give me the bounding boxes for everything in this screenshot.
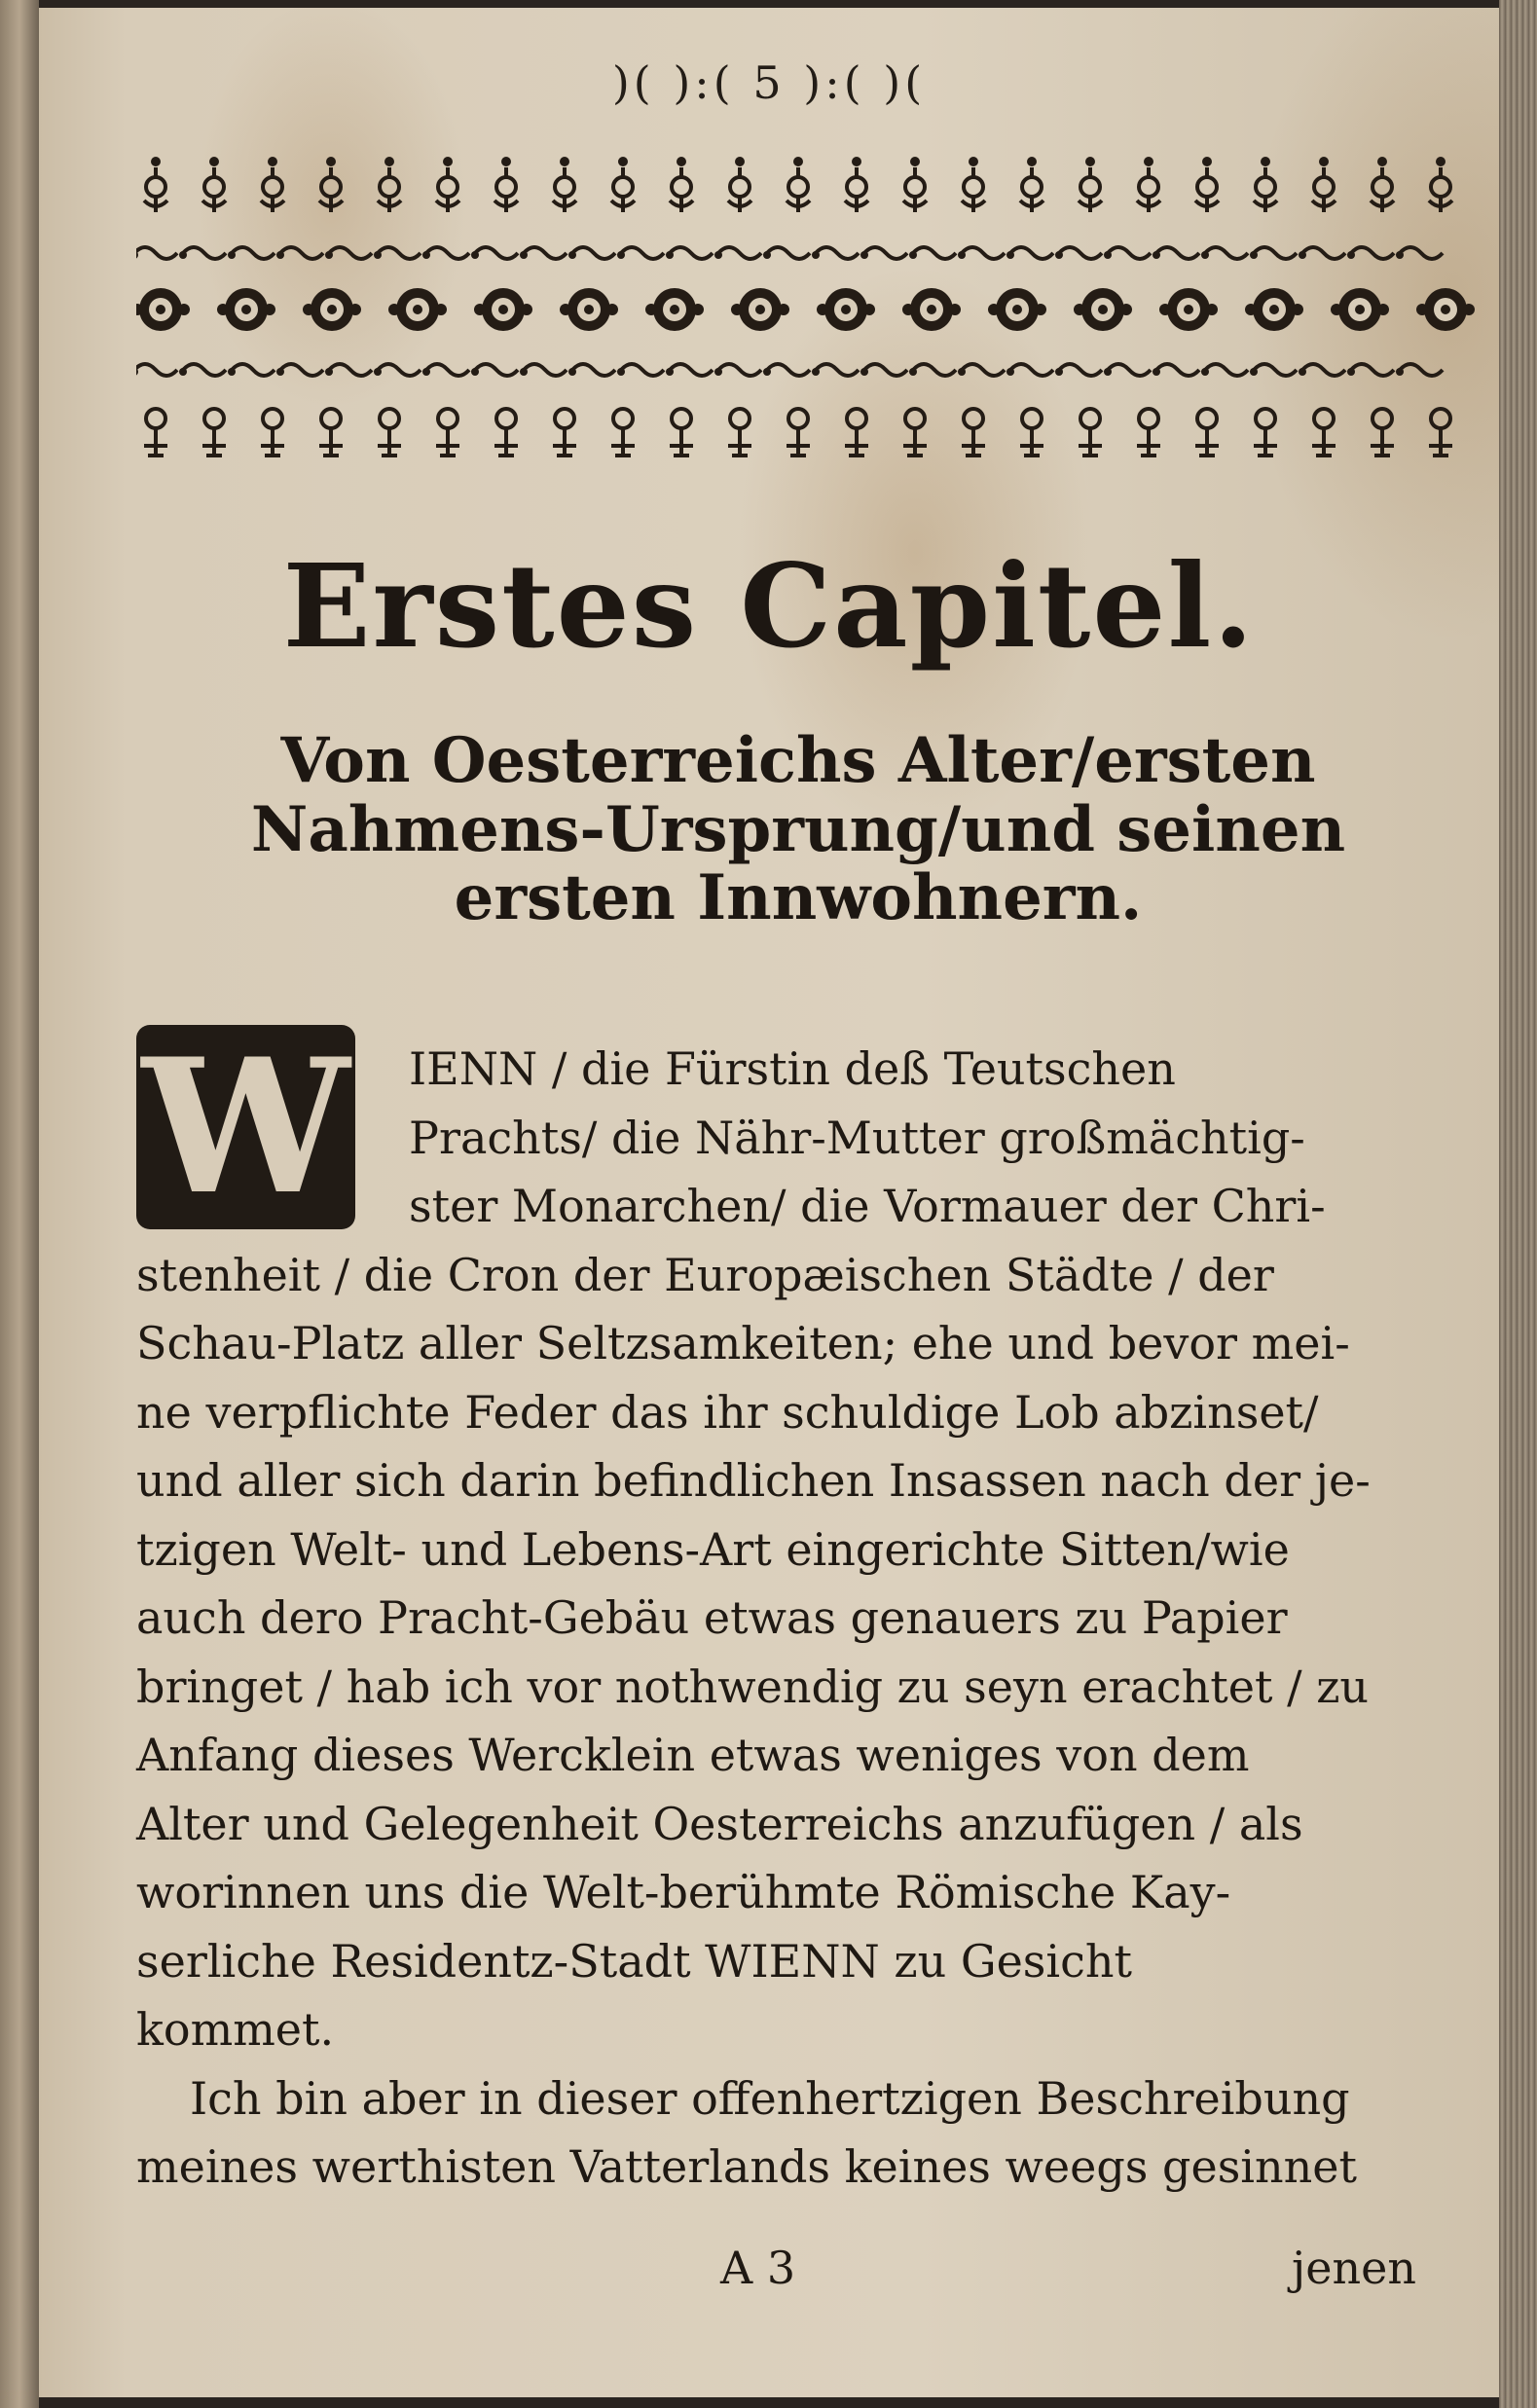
text-line: Prachts/ die Nähr-Mutter großmächtig-: [409, 1111, 1305, 1164]
signature-mark: A 3: [720, 2242, 796, 2294]
page-number-header: )( ):( 5 ):( )(: [611, 56, 927, 109]
text-line: ster Monarchen/ die Vormauer der Chri-: [409, 1180, 1326, 1232]
book-page: [39, 8, 1499, 2397]
text-line: Alter und Gelegenheit Oesterreichs anzufügen / als: [136, 1797, 1303, 1850]
text-line: auch dero Pracht-Gebäu etwas genauers zu Papier: [136, 1591, 1288, 1644]
chapter-title: Erstes Capitel.: [282, 538, 1256, 674]
text-line: tzigen Welt- und Lebens-Art eingerichte Sitten/wie: [136, 1522, 1290, 1576]
printer-ornament-band: [136, 144, 1480, 485]
text-line: worinnen uns die Welt-berühmte Römische Kay-: [136, 1866, 1231, 1918]
subtitle-line: Von Oesterreichs Alter/ersten: [280, 724, 1316, 797]
text-line: IENN / die Fürstin deß Teutschen: [409, 1042, 1176, 1095]
text-line: bringet / hab ich vor nothwendig zu seyn erachtet / zu: [136, 1660, 1370, 1713]
text-line: Schau-Platz aller Seltzsamkeiten; ehe und bevor mei-: [136, 1317, 1350, 1369]
chapter-subtitle: [117, 723, 1480, 934]
page-block-edge: [1499, 0, 1537, 2408]
previous-page-edge: [0, 0, 39, 2408]
text-line: meines werthisten Vatterlands keines weegs gesinnet: [136, 2140, 1357, 2193]
subtitle-line: Nahmens-Ursprung/und seinen: [250, 792, 1346, 866]
body-text: [136, 1035, 1460, 2202]
text-line: und aller sich darin befindlichen Insassen nach der je-: [136, 1454, 1371, 1507]
text-line: ne verpflichte Feder das ihr schuldige Lob abzinset/: [136, 1385, 1319, 1439]
text-line: serliche Residentz-Stadt WIENN zu Gesicht: [136, 1934, 1132, 1988]
text-line: Anfang dieses Wercklein etwas weniges von dem: [136, 1729, 1250, 1781]
page-footer: [39, 2242, 1499, 2310]
text-line: stenheit / die Cron der Europæischen Städte / der: [136, 1248, 1274, 1301]
decorated-initial: W: [136, 1025, 355, 1229]
catchword: jenen: [1292, 2242, 1416, 2294]
text-line: Ich bin aber in dieser offenhertzigen Beschreibung: [190, 2071, 1350, 2125]
subtitle-line: ersten Innwohnern.: [454, 861, 1143, 934]
text-line: kommet.: [136, 2003, 335, 2056]
